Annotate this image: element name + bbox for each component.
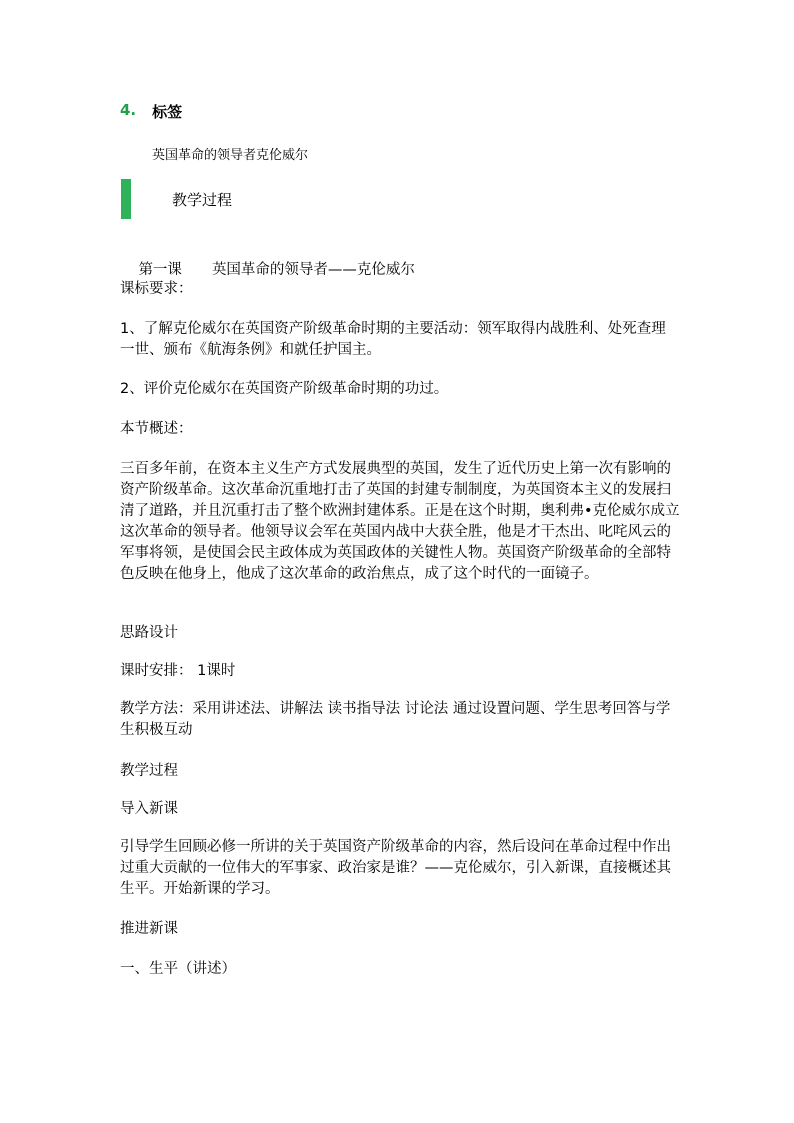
section-number: 4. — [120, 101, 137, 119]
methods-paragraph: 教学方法：采用讲述法、讲解法 读书指导法 讨论法 通过设置问题、学生思考回答与学生积极互动 — [120, 701, 671, 738]
part1-heading: 一、生平（讲述） — [120, 961, 236, 977]
standards-label: 课标要求： — [120, 281, 193, 297]
lesson-title: 英国革命的领导者——克伦威尔 — [211, 262, 415, 278]
process-heading: 教学过程 — [172, 191, 233, 209]
section-accent-bar — [121, 179, 131, 219]
tag-text: 英国革命的领导者克伦威尔 — [152, 148, 309, 163]
process-label: 教学过程 — [120, 763, 178, 779]
section-title: 标签 — [152, 103, 183, 121]
standard-item-2: 2、评价克伦威尔在英国资产阶级革命时期的功过。 — [120, 381, 449, 397]
schedule-line: 课时安排： 1课时 — [120, 663, 236, 679]
advance-label: 推进新课 — [120, 921, 178, 937]
intro-paragraph: 引导学生回顾必修一所讲的关于英国资产阶级革命的内容，然后设问在革命过程中作出过重大贡献的一位伟大的军事家、政治家是谁？——克伦威尔，引入新课，直接概述其生平。开始新课的学习。 — [120, 839, 671, 897]
standard-item-1: 1、了解克伦威尔在英国资产阶级革命时期的主要活动：领军取得内战胜利、处死查理一世、颁布《航海条例》和就任护国主。 — [120, 321, 666, 358]
overview-label: 本节概述： — [120, 421, 193, 437]
lesson-label: 第一课 — [138, 262, 182, 278]
overview-paragraph: 三百多年前，在资本主义生产方式发展典型的英国，发生了近代历史上第一次有影响的资产阶级革命。这次革命沉重地打击了英国的封建专制制度，为英国资本主义的发展扫清了道路，并且沉重打击了整个欧洲封建体系。正是在这个时期，奥利弗•克伦威尔成立这次革命的领导者。他领导议会军在英国内战中大获全胜，他是才干杰出、叱咤风云的军事将领，是使国会民主政体成为英国政体的关键性人物。英国资产阶级革命的全部特色反映在他身上，他成了这次革命的政治焦点，成了这个时代的一面镜子。 — [120, 461, 680, 582]
design-label: 思路设计 — [120, 625, 178, 641]
section-heading — [120, 101, 182, 122]
intro-label: 导入新课 — [120, 801, 178, 817]
